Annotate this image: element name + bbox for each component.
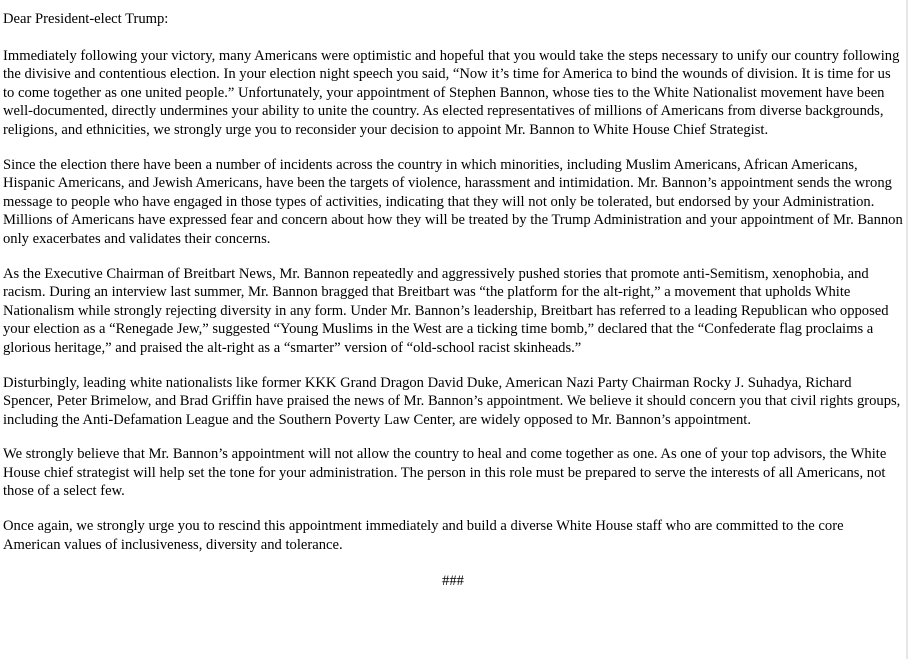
paragraph-3: As the Executive Chairman of Breitbart News, Mr. Bannon repeatedly and aggressively pushed stories that promote anti-Semitism, xenophobia, and racism. During an interview last summer, Mr. Bannon bragged that Breitbart was “the platform for the alt-right,” a movement that upholds White Nationalism while strongly rejecting diversity in any form. Under Mr. Bannon’s leadership, Breitbart has referred to a leading Republican who opposed your election as a “Renegade Jew,” suggested “Young Muslims in the West are a ticking time bomb,” declared that the “Confederate flag proclaims a glorious heritage,” and praised the alt-right as a “smarter” version of “old-school racist skinheads.”: [3, 265, 889, 356]
paragraph-4: Disturbingly, leading white nationalists like former KKK Grand Dragon David Duke, American Nazi Party Chairman Rocky J. Suhadya, Richard Spencer, Peter Brimelow, and Brad Griffin have praised the news of Mr. Bannon’s appointment. We believe it should concern you that civil rights groups, including the Anti-Defamation League and the Southern Poverty Law Center, are widely opposed to Mr. Bannon’s appointment.: [3, 374, 901, 428]
paragraph-5: We strongly believe that Mr. Bannon’s appointment will not allow the country to heal and come together as one. As one of your top advisors, the White House chief strategist will help set the tone for your administration. The person in this role must be prepared to serve the interests of all Americans, not those of a select few.: [3, 446, 887, 500]
letter-document: [3, 0, 903, 605]
salutation: Dear President-elect Trump:: [3, 11, 169, 27]
closing-mark: ###: [442, 573, 464, 590]
paragraph-1: Immediately following your victory, many Americans were optimistic and hopeful that you would take the steps necessary to unify our country following the divisive and contentious election. In your election night speech you said, “Now it’s time for America to bind the wounds of division. It is time for us to come together as one united people.” Unfortunately, your appointment of Stephen Bannon, whose ties to the White Nationalist movement have been well-documented, directly undermines your ability to unite the country. As elected representatives of millions of Americans from diverse backgrounds, religions, and ethnicities, we strongly urge you to reconsider your decision to appoint Mr. Bannon to White House Chief Strategist.: [3, 47, 900, 138]
paragraph-6: Once again, we strongly urge you to rescind this appointment immediately and build a diverse White House staff who are committed to the core American values of inclusiveness, diversity and tolerance.: [3, 518, 844, 553]
paragraph-2: Since the election there have been a number of incidents across the country in which minorities, including Muslim Americans, African Americans, Hispanic Americans, and Jewish Americans, have been the targets of violence, harassment and intimidation. Mr. Bannon’s appointment sends the wrong message to people who have engaged in those types of activities, indicating that they will not only be tolerated, but endorsed by your Administration. Millions of Americans have expressed fear and concern about how they will be treated by the Trump Administration and your appointment of Mr. Bannon only exacerbates and validates their concerns.: [3, 156, 903, 247]
